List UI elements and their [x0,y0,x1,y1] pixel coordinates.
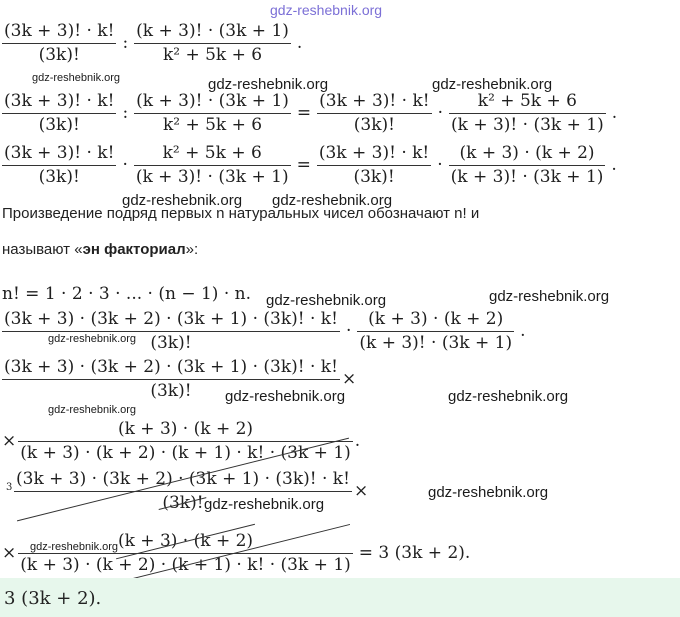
operator: . [296,33,303,53]
denominator: (k + 3) · (k + 2) · (k + 1) · k! · (3k + 1) [20,443,351,463]
text: »: [185,241,199,258]
watermark: gdz-reshebnik.org [428,484,549,501]
fraction [317,92,431,134]
numerator: (3k + 3)! · k! [319,91,430,111]
operator: · [437,155,443,175]
fraction [2,22,116,64]
watermark: gdz-reshebnik.org [204,496,325,513]
fraction [2,310,340,352]
watermark: gdz-reshebnik.org [266,292,387,309]
fraction-bar [2,113,116,114]
operator: : [122,103,129,123]
fraction [134,144,291,186]
fraction [134,22,291,64]
watermark: gdz-reshebnik.org [30,541,119,553]
operator: : [122,33,129,53]
fraction [2,144,116,186]
fraction [134,92,291,134]
numerator: k² + 5k + 6 [477,91,577,111]
operator: × [2,431,17,451]
answer-highlight [0,578,680,617]
expression-line-4 [2,310,532,352]
numerator: (3k + 3)! · k! [318,143,430,163]
fraction [18,420,353,462]
fraction-bar [2,331,340,332]
operator: × [341,369,357,389]
expression-line-2 [2,92,623,134]
fraction-bar [357,331,514,332]
operator: . [611,103,618,123]
denominator-cancelled: (k + 3) · (k + 2) · (k + 1) · k! · (3k + 1) [20,555,351,575]
fraction-bar [134,165,291,166]
watermark: gdz-reshebnik.org [122,192,243,209]
fraction-bar [2,165,116,166]
paragraph-factorial-name [2,241,198,258]
numerator: (k + 3)! · (3k + 1) [136,21,289,41]
denominator: (k + 3)! · (3k + 1) [450,167,604,187]
expression-line-6 [2,420,362,462]
denominator: (k + 3)! · (3k + 1) [451,115,604,135]
numerator: (k + 3) · (k + 2) [459,143,595,163]
denominator: (3k)! [353,167,395,187]
watermark: gdz-reshebnik.org [432,76,553,93]
numerator: (3k + 3)! · k! [4,21,115,41]
fraction [449,92,606,134]
operator: · [437,103,443,123]
fraction-bar [14,491,352,492]
numerator: (k + 3) · (k + 2) [368,309,504,329]
operator: = [296,103,312,123]
fraction [317,144,431,186]
final-answer: 3 (3k + 2). [4,588,102,609]
expression-line-8 [2,532,476,574]
fraction-bar [18,441,353,442]
numerator: (k + 3)! · (3k + 1) [136,91,289,111]
numerator: (3k + 3) · (3k + 2) · (3k + 1) · (3k)! · k! [4,357,338,377]
denominator: (3k)! [150,381,192,401]
fraction-bar [449,113,606,114]
operator: . [611,155,617,175]
fraction-bar [18,553,353,554]
fraction-bar [2,43,116,44]
fraction [2,92,116,134]
denominator: (3k)! [38,45,80,65]
watermark: gdz-reshebnik.org [48,404,137,416]
watermark: gdz-reshebnik.org [48,333,137,345]
fraction-bar [134,113,291,114]
watermark: gdz-reshebnik.org [448,388,569,405]
paragraph-factorial: Произведение подряд первых n натуральных чисел обозначают n! и [2,205,480,222]
operator: × [353,481,369,501]
denominator-cancelled: (3k)! [162,493,204,513]
numerator: (3k + 3)! · k! [4,91,115,111]
watermark: gdz-reshebnik.org [208,76,329,93]
operator: . [354,431,361,451]
fraction-bar [134,43,291,44]
bold-term: эн факториал [82,241,186,258]
text: называют « [2,241,83,258]
fraction [18,532,353,574]
numerator: (k + 3) · (k + 2) [117,419,254,439]
watermark: gdz-reshebnik.org [32,72,121,84]
denominator: (3k)! [150,333,192,353]
watermark: gdz-reshebnik.org [272,192,393,209]
watermark: gdz-reshebnik.org [489,288,610,305]
denominator: (3k)! [38,115,80,135]
numerator: (3k + 3)! · k! [4,143,115,163]
fraction-bar [449,165,606,166]
expression-line-1 [2,22,308,64]
fraction [449,144,606,186]
operator: . [520,321,526,341]
denominator: (3k)! [38,167,80,187]
denominator: k² + 5k + 6 [162,115,263,135]
expression-line-3 [2,144,623,186]
operator: · [122,155,128,175]
operator: · [345,321,352,341]
fraction [357,310,514,352]
fraction-bar [317,113,431,114]
denominator: k² + 5k + 6 [162,45,263,65]
numerator-cancelled: (3k + 3) · (3k + 2) · (3k + 1) · (3k)! · k! [16,469,350,489]
factorial-definition: n! = 1 · 2 · 3 · ... · (n − 1) · n. [2,284,251,304]
fraction-bar [317,165,431,166]
numerator-cancelled: (k + 3) · (k + 2) [117,531,254,551]
denominator: (k + 3)! · (3k + 1) [135,167,289,187]
denominator: (3k)! [353,115,395,135]
denominator: (k + 3)! · (3k + 1) [359,333,513,353]
fraction-bar [2,379,340,380]
reduction-factor: 3 [6,482,13,493]
numerator: k² + 5k + 6 [162,143,262,163]
operator: = [296,155,311,175]
operator: × [2,543,17,563]
watermark: gdz-reshebnik.org [225,388,346,405]
watermark-top: gdz-reshebnik.org [270,2,383,18]
result: = 3 (3k + 2). [358,543,471,563]
numerator: (3k + 3) · (3k + 2) · (3k + 1) · (3k)! · k! [4,309,338,329]
